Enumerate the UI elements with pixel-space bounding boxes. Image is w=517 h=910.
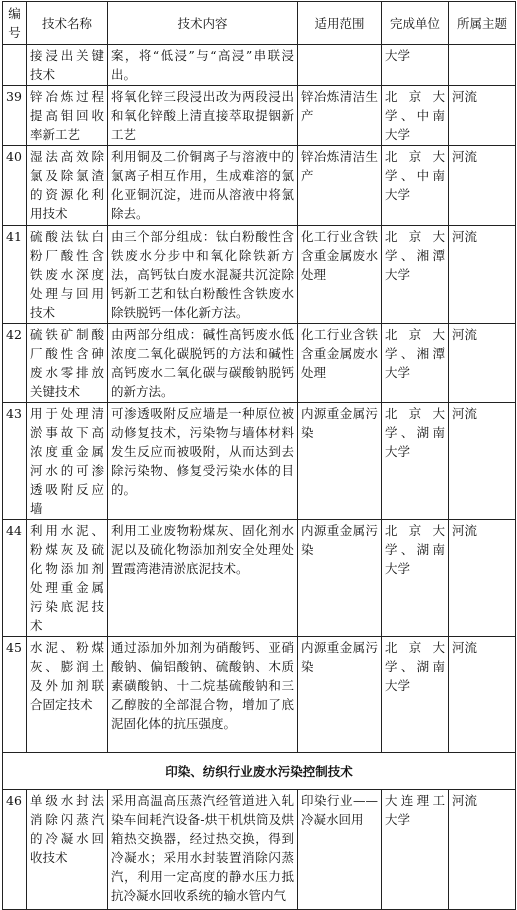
cell-content: 将氧化锌三段浸出改为两段浸出和氧化锌酸上清直接萃取提铟新工艺 — [108, 86, 298, 146]
cell-scope: 印染行业——冷凝水回用 — [298, 790, 382, 910]
cell-num: 44 — [3, 520, 27, 637]
cell-content: 通过添加外加剂为硝酸钙、亚硝酸钠、偏铝酸钠、硫酸钠、木质素磺酸钠、十二烷基硫酸钠和三乙醇胺的全部混合物，增加了底泥固化体的抗压强度。 — [108, 637, 298, 753]
cell-unit: 北京大学、中南大学 — [382, 86, 449, 146]
cell-topic: 河流 — [449, 324, 516, 403]
header-num: 编号 — [3, 2, 27, 45]
header-content: 技术内容 — [108, 2, 298, 45]
cell-num: 45 — [3, 637, 27, 753]
cell-topic: 河流 — [449, 86, 516, 146]
cell-unit: 北京大学、湖南大学 — [382, 403, 449, 520]
cell-num: 39 — [3, 86, 27, 146]
cell-content: 由两部分组成：碱性高钙废水低浓度二氧化碳脱钙的方法和碱性高钙废水二氧化碳与碳酸钠脱钙的新方法。 — [108, 324, 298, 403]
table-row — [3, 324, 516, 403]
cell-num: 40 — [3, 146, 27, 226]
cell-content: 由三个部分组成：钛白粉酸性含铁废水分步中和氧化除铁新方法，高钙钛白废水混凝共沉淀除钙新工艺和钛白粉酸性含铁废水除铁脱钙一体化新方法。 — [108, 226, 298, 324]
cell-topic: 河流 — [449, 146, 516, 226]
cell-content: 利用铜及二价铜离子与溶液中的氯离子相互作用，生成难溶的氯化亚铜沉淀，进而从溶液中将氯除去。 — [108, 146, 298, 226]
cell-name: 单级水封法消除闪蒸汽的冷凝水回收技术 — [27, 790, 108, 910]
header-unit: 完成单位 — [382, 2, 449, 45]
header-name: 技术名称 — [27, 2, 108, 45]
table-row — [3, 520, 516, 637]
cell-num — [3, 45, 27, 86]
table-row — [3, 146, 516, 226]
cell-content: 可渗透吸附反应墙是一种原位被动修复技术，污染物与墙体材料发生反应而被吸附，从而达到去除污染物、修复受污染水体的目的。 — [108, 403, 298, 520]
cell-num: 42 — [3, 324, 27, 403]
cell-scope: 锌冶炼清洁生产 — [298, 86, 382, 146]
cell-topic: 河流 — [449, 790, 516, 910]
cell-scope: 内源重金属污染 — [298, 403, 382, 520]
section-row — [3, 753, 516, 790]
cell-scope — [298, 45, 382, 86]
header-row — [3, 2, 516, 45]
cell-num: 41 — [3, 226, 27, 324]
header-scope: 适用范围 — [298, 2, 382, 45]
table-row — [3, 637, 516, 753]
cell-name: 硫酸法钛白粉厂酸性含铁废水深度处理与回用技术 — [27, 226, 108, 324]
table-row — [3, 403, 516, 520]
table-row — [3, 790, 516, 910]
header-topic: 所属主题 — [449, 2, 516, 45]
table-row — [3, 86, 516, 146]
cell-content: 采用高温高压蒸汽经管道进入轧染车间耗汽设备-烘干机烘筒及烘箱热交换器，经过热交换，得到冷凝水；采用水封装置消除闪蒸汽，利用一定高度的静水压力抵抗冷凝水回收系统的输水管内气 — [108, 790, 298, 910]
cell-scope: 内源重金属污染 — [298, 637, 382, 753]
cell-topic: 河流 — [449, 520, 516, 637]
cell-name: 锌冶炼过程提高钼回收率新工艺 — [27, 86, 108, 146]
cell-scope: 内源重金属污染 — [298, 520, 382, 637]
cell-name: 湿法高效除氯及除氯渣的资源化利用技术 — [27, 146, 108, 226]
cell-topic: 河流 — [449, 637, 516, 753]
cell-unit: 北京大学、湖南大学 — [382, 637, 449, 753]
table-row — [3, 45, 516, 86]
section-title: 印染、纺织行业废水污染控制技术 — [3, 753, 516, 790]
cell-unit: 北京大学、中南大学 — [382, 146, 449, 226]
cell-unit: 北京大学、湘潭大学 — [382, 324, 449, 403]
cell-content: 利用工业废物粉煤灰、固化剂水泥以及硫化物添加剂安全处理处置霞湾港清淤底泥技术。 — [108, 520, 298, 637]
cell-scope: 化工行业含铁含重金属废水处理 — [298, 226, 382, 324]
cell-name: 用于处理清淤事故下高浓度重金属河水的可渗透吸附反应墙 — [27, 403, 108, 520]
cell-topic: 河流 — [449, 403, 516, 520]
cell-name: 水泥、粉煤灰、膨润土及外加剂联合固定技术 — [27, 637, 108, 753]
cell-unit: 大连理工大学 — [382, 790, 449, 910]
table-row — [3, 226, 516, 324]
cell-content: 案，将“低浸”与“高浸”串联浸出。 — [108, 45, 298, 86]
cell-name: 接浸出关键技术 — [27, 45, 108, 86]
cell-num: 46 — [3, 790, 27, 910]
cell-topic — [449, 45, 516, 86]
cell-unit: 大学 — [382, 45, 449, 86]
cell-num: 43 — [3, 403, 27, 520]
cell-unit: 北京大学、湘潭大学 — [382, 226, 449, 324]
cell-scope: 化工行业含铁含重金属废水处理 — [298, 324, 382, 403]
cell-unit: 北京大学、湖南大学 — [382, 520, 449, 637]
cell-topic: 河流 — [449, 226, 516, 324]
technology-table — [2, 1, 516, 910]
cell-scope: 锌冶炼清洁生产 — [298, 146, 382, 226]
cell-name: 利用水泥、粉煤灰及硫化物添加剂处理重金属污染底泥技术 — [27, 520, 108, 637]
cell-name: 硫铁矿制酸厂酸性含砷废水零排放关键技术 — [27, 324, 108, 403]
